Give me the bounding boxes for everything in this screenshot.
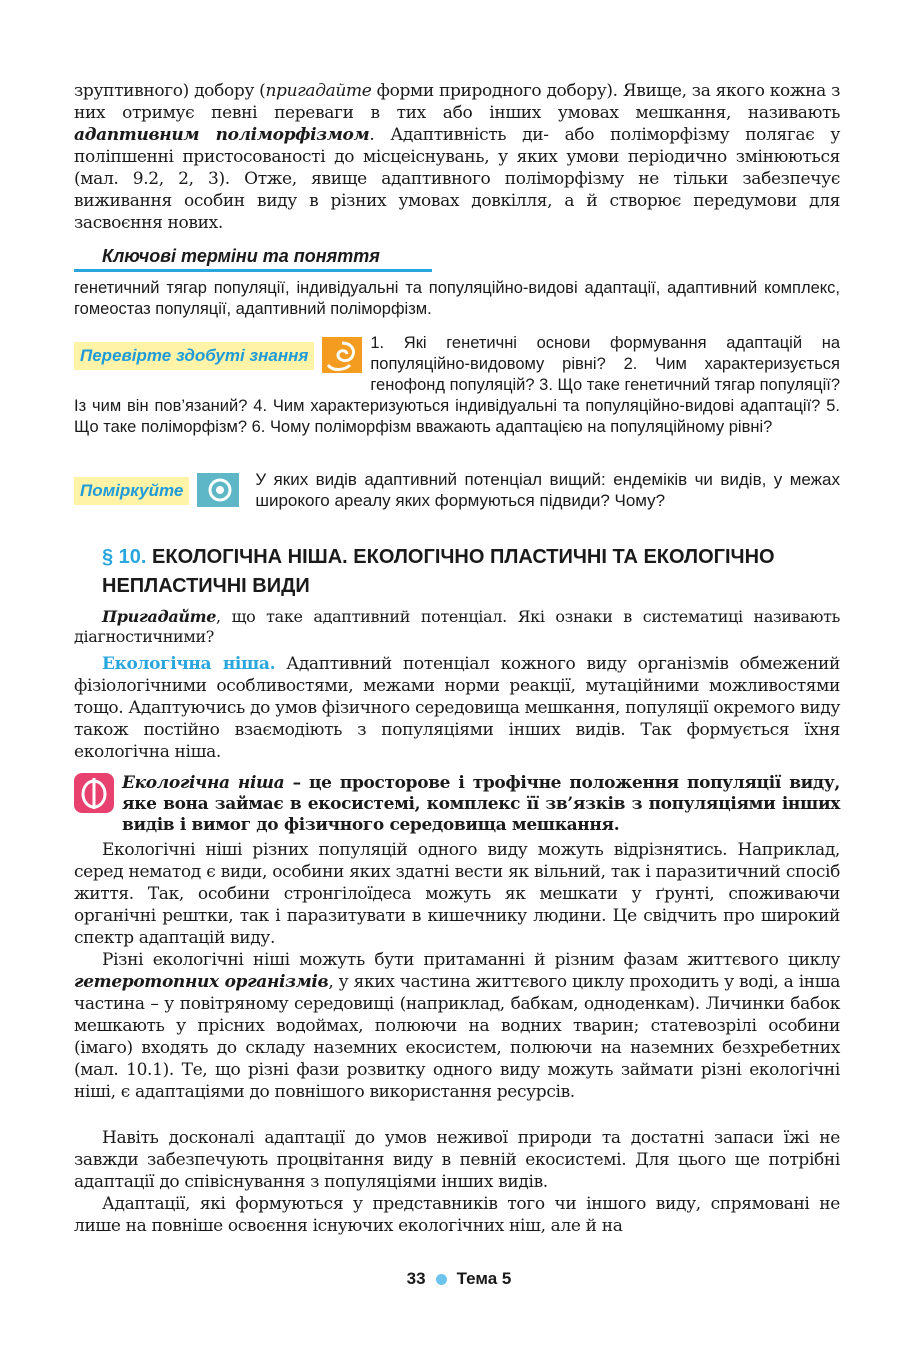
- key-terms-heading: Ключові терміни та поняття: [102, 246, 380, 266]
- recall-lead: Пригадайте: [102, 607, 217, 626]
- think-label: Поміркуйте: [74, 477, 189, 505]
- think-block: [74, 469, 840, 512]
- recall-text: , що таке адаптивний потенціал. Які ознаки в систематиці називають діагностичними?: [74, 607, 840, 646]
- recall-block: [74, 607, 840, 647]
- paragraph-1-text: Екологічні ніші різних популяцій одного виду можуть відрізнятись. Наприклад, серед нематод є види, особини яких здатні вести як вільний, так і паразитичний спосіб життя. Так, особини стронгілоїдеса можуть як мешкати у ґрунті, споживаючи органічні рештки, так і паразитувати в кишечнику людини. Це свідчить про широкий спектр адаптацій виду.: [74, 840, 840, 948]
- check-knowledge-text: 1. Які генетичні основи формування адаптацій на популяційно-видовому рівні? 2. Чим характеризується генофонд популяцій? 3. Що таке генетичний тягар популяції? Із чим він пов’язаний? 4. Чим характеризуються індивідуальні та популяційно-видові адаптації? 5. Що таке поліморфізм? 6. Чому поліморфізм вважають адаптацією на популяційному рівні?: [74, 334, 840, 436]
- section-title: ЕКОЛОГІЧНА НІША. ЕКОЛОГІЧНО ПЛАСТИЧНІ ТА ЕКОЛОГІЧНО НЕПЛАСТИЧНІ ВИДИ: [102, 546, 775, 597]
- paragraph-4: [74, 1193, 840, 1237]
- page-footer: [0, 1269, 918, 1289]
- intro-s3: . Адаптивність ди- або поліморфізму полягає у поліпшенні пристосованості до місцеіснувань, у яких умови періодично змінюються (мал. 9.2, 2, 3). Отже, явище адаптивного поліморфізму не тільки забезпечує виживання особин виду в різних умовах довкілля, а й створює передумови для засвоєння нових.: [74, 125, 840, 233]
- definition-icon: [74, 773, 114, 818]
- think-text: У яких видів адаптивний потенціал вищий: ендеміків чи видів, у межах широкого ареалу яких формуються підвиди? Чому?: [255, 470, 840, 510]
- paragraph-3: [74, 1127, 840, 1193]
- paragraph-4-text: Адаптації, які формуються у представників того чи іншого виду, спрямовані не лише на повніше освоєння існуючих екологічних ніш, але й на: [74, 1194, 840, 1236]
- niche-text: Адаптивний потенціал кожного виду організмів обмежений фізіологічними особливостями, межами норми реакції, мутаційними можливостями тощо. Адаптуючись до умов фізичного середовища мешкання, популяції окремого виду також постійно взаємодіють з популяціями інших видів. Так формується їхня екологічна ніша.: [74, 654, 840, 762]
- niche-paragraph: [74, 653, 840, 763]
- paragraph-1: [74, 839, 840, 949]
- spiral-icon: [197, 473, 239, 512]
- niche-lead: Екологічна ніша.: [102, 654, 276, 674]
- paragraph-2: [74, 949, 840, 1103]
- definition-text: – це просторове і трофічне положення популяції виду, яке вона займає в екосистемі, комплекс її зв’язків з популяціями інших видів і вимог до фізичного середовища мешкання.: [122, 773, 841, 835]
- key-terms-text: генетичний тягар популяції, індивідуальні та популяційно-видові адаптації, адаптивний комплекс, гомеостаз популяції, адаптивний поліморфізм.: [74, 279, 840, 318]
- paragraph-3-text: Навіть досконалі адаптації до умов неживої природи та достатні запаси їжі не завжди забезпечують процвітання виду в певній екосистемі. Для цього ще потрібні адаптації до співіснування з популяціями інших видів.: [74, 1128, 840, 1192]
- section-number: § 10.: [102, 546, 147, 568]
- check-knowledge-tag: [74, 337, 362, 378]
- check-knowledge-label: Перевірте здобуті знання: [74, 342, 314, 370]
- intro-recall: пригадайте: [265, 81, 372, 101]
- think-tag: [74, 473, 239, 512]
- definition-block: [74, 773, 840, 836]
- intro-s2: форми природного добору). Явище, за якого кожна з них отримує певні переваги в тих або інших умовах мешкання, називають: [74, 81, 841, 123]
- check-knowledge-block: [74, 333, 840, 438]
- definition-term: Екологічна ніша: [122, 773, 285, 793]
- intro-s1: зруптивного) добору (: [74, 81, 266, 101]
- page-number: 33: [406, 1269, 426, 1288]
- paragraph-2-a: Різні екологічні ніші можуть бути притаманні й різним фазам життєвого циклу: [102, 950, 840, 970]
- key-terms-underline: [74, 269, 432, 272]
- paragraph-2-b: , у яких частина життєвого циклу проходить у воді, а інша частина – у повітряному середовищі (наприклад, бабкам, одноденкам). Личинки бабок мешкають у прісних водоймах, полюючи на водних тварин; статевозрілі особини (імаго) входять до складу наземних екосистем, полюючи на наземних безхребетних (мал. 10.1). Те, що різні фази розвитку одного виду можуть займати різні екологічні ніші, є адаптаціями до повнішого використання ресурсів.: [74, 972, 841, 1102]
- intro-paragraph: [74, 80, 840, 234]
- intro-term: адаптивним поліморфізмом: [74, 125, 370, 145]
- section-heading: [74, 543, 840, 601]
- footer-dot-icon: [436, 1274, 447, 1285]
- swirl-icon: [322, 337, 362, 378]
- key-terms-block: [74, 246, 840, 320]
- paragraph-2-term: гетеротопних організмів: [74, 972, 329, 992]
- topic-label: Тема 5: [456, 1269, 512, 1288]
